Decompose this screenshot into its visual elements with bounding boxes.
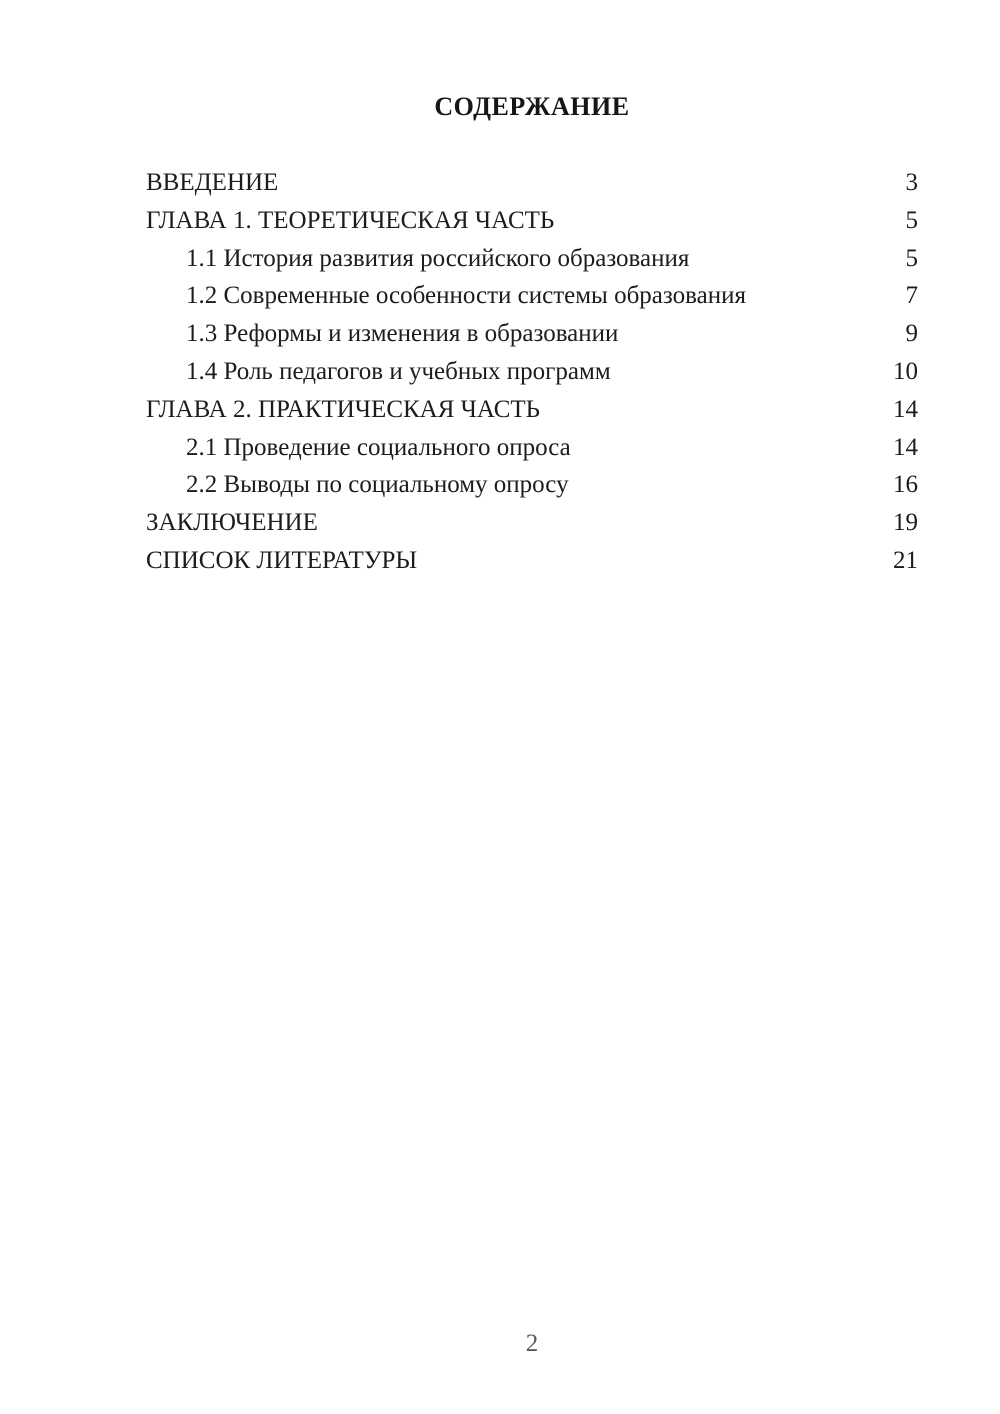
toc-entry-label: ГЛАВА 2. ПРАКТИЧЕСКАЯ ЧАСТЬ	[146, 395, 541, 423]
toc-entry	[146, 353, 918, 391]
toc-entry-page-number: 19	[893, 509, 918, 537]
toc-entry	[146, 202, 918, 240]
toc-entry-label: 1.3 Реформы и изменения в образовании	[186, 320, 619, 348]
toc-entry	[146, 542, 918, 580]
toc-entry-label: СПИСОК ЛИТЕРАТУРЫ	[146, 546, 418, 574]
toc-entry	[146, 164, 918, 202]
footer-page-number: 2	[525, 1330, 539, 1357]
toc-entry	[146, 277, 918, 315]
toc-entry-label: 2.2 Выводы по социальному опросу	[186, 471, 569, 499]
toc-entry	[146, 240, 918, 278]
table-of-contents	[146, 164, 918, 580]
toc-entry	[146, 429, 918, 467]
toc-entry-page-number: 7	[905, 282, 918, 310]
toc-entry-label: ВВЕДЕНИЕ	[146, 169, 279, 196]
toc-entry-label: 2.1 Проведение социального опроса	[186, 433, 571, 461]
toc-entry-page-number: 5	[905, 206, 918, 234]
toc-entry-page-number: 14	[893, 395, 918, 423]
toc-entry	[146, 466, 918, 504]
toc-entry-label: 1.4 Роль педагогов и учебных программ	[186, 357, 611, 385]
toc-entry-page-number: 10	[893, 357, 918, 385]
toc-entry	[146, 315, 918, 353]
toc-entry-page-number: 21	[893, 546, 918, 574]
toc-entry-page-number: 3	[905, 169, 918, 196]
toc-entry-page-number: 16	[893, 471, 918, 499]
toc-entry-page-number: 5	[905, 244, 918, 272]
toc-entry-label: 1.2 Современные особенности системы образования	[186, 282, 746, 310]
page-title: СОДЕРЖАНИЕ	[434, 92, 630, 121]
toc-entry	[146, 504, 918, 542]
toc-entry-label: ЗАКЛЮЧЕНИЕ	[146, 509, 318, 537]
toc-entry	[146, 391, 918, 429]
toc-entry-page-number: 9	[905, 320, 918, 348]
toc-entry-label: 1.1 История развития российского образования	[186, 244, 690, 272]
toc-entry-page-number: 14	[893, 433, 918, 461]
toc-entry-label: ГЛАВА 1. ТЕОРЕТИЧЕСКАЯ ЧАСТЬ	[146, 206, 555, 234]
